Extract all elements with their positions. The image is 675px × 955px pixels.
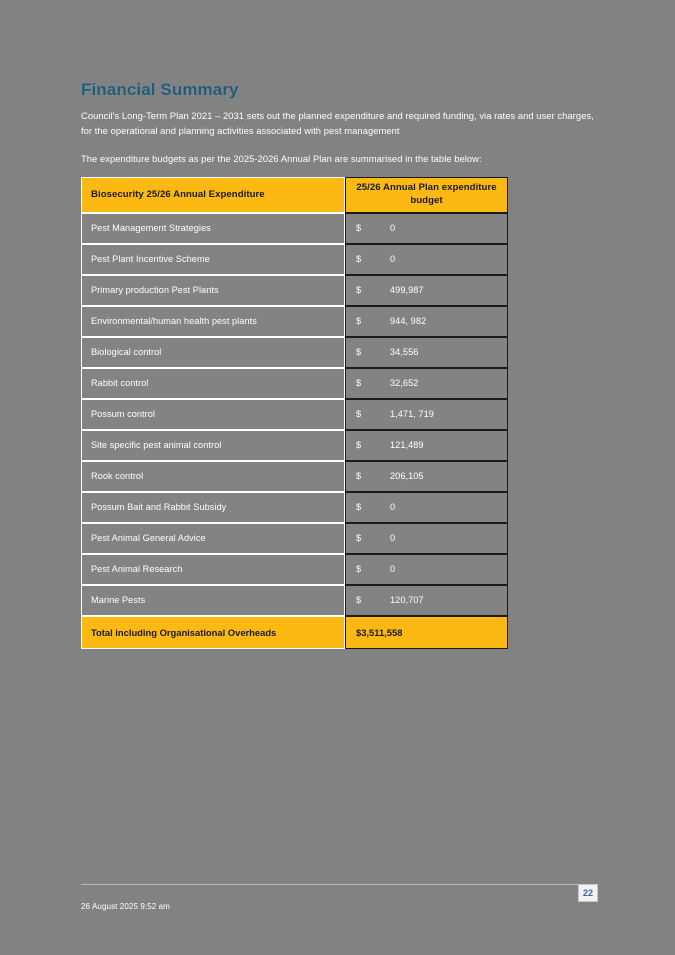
expenditure-amount — [345, 523, 508, 554]
row-amount-cell — [345, 244, 508, 275]
amount-value: 121,489 — [390, 440, 424, 451]
amount-value: 499,987 — [390, 285, 424, 296]
table-row — [81, 585, 508, 616]
row-amount-cell — [345, 275, 508, 306]
currency-symbol: $ — [356, 223, 362, 234]
expenditure-label: Rook control — [81, 461, 345, 492]
currency-symbol: $ — [356, 254, 362, 265]
row-amount-cell — [345, 492, 508, 523]
intro-paragraph-1: Council's Long-Term Plan 2021 – 2031 sets out the planned expenditure and required funding, via rates and user charges, for the operational and planning activities associated with pest management — [81, 110, 594, 136]
row-amount-cell — [345, 585, 508, 616]
currency-symbol: $ — [356, 316, 362, 327]
expenditure-amount — [345, 306, 508, 337]
expenditure-label: Pest Animal Research — [81, 554, 345, 585]
table-row — [81, 461, 508, 492]
page-number-badge: 22 — [578, 884, 598, 902]
footer-divider — [81, 884, 594, 885]
expenditure-amount — [345, 430, 508, 461]
total-label: Total including Organisational Overheads — [81, 616, 345, 649]
expenditure-label: Pest Plant Incentive Scheme — [81, 244, 345, 275]
row-label-cell — [81, 213, 345, 244]
row-label-cell — [81, 306, 345, 337]
currency-symbol: $ — [356, 285, 362, 296]
expenditure-amount — [345, 244, 508, 275]
row-label-cell — [81, 337, 345, 368]
table-row — [81, 337, 508, 368]
amount-value: 0 — [390, 254, 396, 265]
table-header-cell-budget — [345, 177, 508, 213]
amount-value: 206,105 — [390, 471, 424, 482]
expenditure-label: Biological control — [81, 337, 345, 368]
table-row — [81, 275, 508, 306]
table-row — [81, 306, 508, 337]
expenditure-label: Environmental/human health pest plants — [81, 306, 345, 337]
table-header-cell-category — [81, 177, 345, 213]
expenditure-label: Pest Management Strategies — [81, 213, 345, 244]
row-amount-cell — [345, 430, 508, 461]
currency-symbol: $ — [356, 440, 362, 451]
row-label-cell — [81, 275, 345, 306]
amount-value: 1,471, 719 — [390, 409, 434, 420]
row-label-cell — [81, 554, 345, 585]
amount-value: 944, 982 — [390, 316, 427, 327]
amount-value: 120,707 — [390, 595, 424, 606]
intro-paragraph-2: The expenditure budgets as per the 2025-2026 Annual Plan are summarised in the table below: — [81, 153, 482, 165]
table-row — [81, 368, 508, 399]
footer-timestamp: 26 August 2025 9:52 am — [81, 902, 170, 911]
table-row — [81, 523, 508, 554]
expenditure-amount — [345, 399, 508, 430]
currency-symbol: $ — [356, 347, 362, 358]
currency-symbol: $ — [356, 595, 362, 606]
row-label-cell — [81, 461, 345, 492]
row-label-cell — [81, 523, 345, 554]
total-label-cell — [81, 616, 345, 649]
header-label-category: Biosecurity 25/26 Annual Expenditure — [81, 177, 345, 213]
table-total-row — [81, 616, 508, 649]
amount-value: 0 — [390, 564, 396, 575]
row-amount-cell — [345, 523, 508, 554]
expenditure-label: Primary production Pest Plants — [81, 275, 345, 306]
row-amount-cell — [345, 337, 508, 368]
table-row — [81, 213, 508, 244]
row-amount-cell — [345, 461, 508, 492]
amount-value: 0 — [390, 223, 396, 234]
expenditure-amount — [345, 461, 508, 492]
table-row — [81, 244, 508, 275]
table-row — [81, 430, 508, 461]
total-amount: $3,511,558 — [345, 616, 508, 649]
page-title: Financial Summary — [81, 80, 239, 99]
expenditure-label: Marine Pests — [81, 585, 345, 616]
amount-value: 0 — [390, 502, 396, 513]
currency-symbol: $ — [356, 378, 362, 389]
row-label-cell — [81, 368, 345, 399]
expenditure-amount — [345, 554, 508, 585]
amount-value: 32,652 — [390, 378, 419, 389]
currency-symbol: $ — [356, 471, 362, 482]
row-label-cell — [81, 430, 345, 461]
expenditure-label: Rabbit control — [81, 368, 345, 399]
expenditure-label: Possum Bait and Rabbit Subsidy — [81, 492, 345, 523]
row-amount-cell — [345, 306, 508, 337]
page-content — [81, 80, 594, 649]
expenditure-amount — [345, 213, 508, 244]
table-header-row — [81, 177, 508, 213]
expenditure-amount — [345, 585, 508, 616]
table-body — [81, 213, 508, 649]
row-amount-cell — [345, 399, 508, 430]
table-row — [81, 492, 508, 523]
currency-symbol: $ — [356, 502, 362, 513]
total-amount-cell — [345, 616, 508, 649]
budget-table — [81, 177, 508, 649]
currency-symbol: $ — [356, 533, 362, 544]
row-amount-cell — [345, 368, 508, 399]
expenditure-label: Site specific pest animal control — [81, 430, 345, 461]
amount-value: 0 — [390, 533, 396, 544]
currency-symbol: $ — [356, 409, 362, 420]
row-label-cell — [81, 399, 345, 430]
expenditure-amount — [345, 492, 508, 523]
row-label-cell — [81, 244, 345, 275]
expenditure-amount — [345, 337, 508, 368]
header-label-budget: 25/26 Annual Plan expenditure budget — [345, 177, 508, 213]
amount-value: 34,556 — [390, 347, 419, 358]
expenditure-label: Possum control — [81, 399, 345, 430]
expenditure-label: Pest Animal General Advice — [81, 523, 345, 554]
row-amount-cell — [345, 213, 508, 244]
expenditure-amount — [345, 368, 508, 399]
currency-symbol: $ — [356, 564, 362, 575]
row-label-cell — [81, 585, 345, 616]
table-row — [81, 554, 508, 585]
table-row — [81, 399, 508, 430]
expenditure-amount — [345, 275, 508, 306]
row-amount-cell — [345, 554, 508, 585]
row-label-cell — [81, 492, 345, 523]
